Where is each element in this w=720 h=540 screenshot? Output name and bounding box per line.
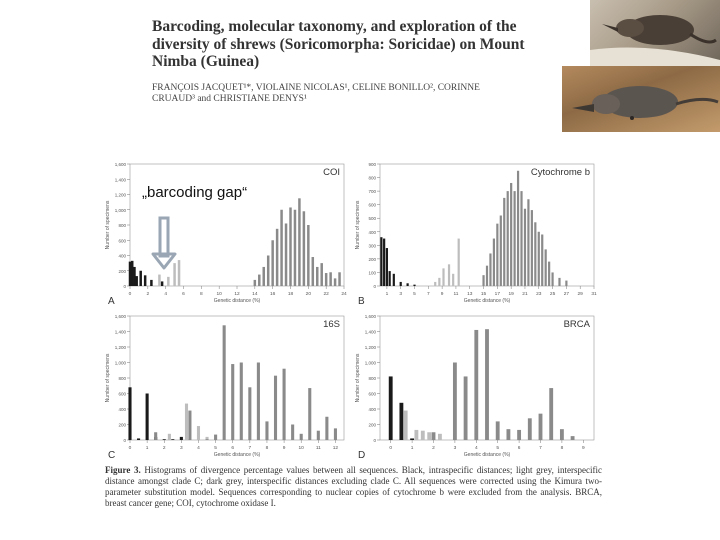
panel-letter: A <box>108 296 115 307</box>
bar-inter <box>312 257 314 286</box>
bar-intra <box>163 439 166 440</box>
bar-clade_c <box>404 411 408 440</box>
y-tick-label: 400 <box>368 407 376 412</box>
y-tick-label: 300 <box>368 243 376 249</box>
bar-inter <box>493 239 495 286</box>
bar-inter <box>507 191 509 286</box>
x-tick-label: 8 <box>265 446 269 451</box>
bar-inter <box>298 198 300 286</box>
bar-intra <box>161 281 163 286</box>
x-tick-label: 20 <box>305 292 312 297</box>
bar-inter <box>432 432 436 440</box>
figure-caption-lead: Figure 3. <box>105 465 141 475</box>
bar-inter <box>267 256 269 287</box>
x-axis-label: Genetic distance (%) <box>213 452 261 458</box>
x-tick-label: 11 <box>315 446 321 451</box>
y-tick-label: 1,400 <box>364 329 376 335</box>
bar-inter <box>289 207 291 286</box>
x-tick-label: 1 <box>410 446 414 451</box>
x-axis-label: Genetic distance (%) <box>463 298 511 304</box>
bar-inter <box>510 183 512 286</box>
x-tick-label: 17 <box>494 292 501 297</box>
chart-title: COI <box>323 167 340 178</box>
bar-inter <box>223 325 226 440</box>
x-tick-label: 1 <box>145 446 149 451</box>
bar-clade_c <box>438 278 440 286</box>
x-tick-label: 9 <box>581 446 585 451</box>
shrew-photo-top <box>590 0 720 66</box>
chart-panel-a <box>100 160 350 310</box>
y-tick-label: 600 <box>368 202 376 208</box>
chart-title: Cytochrome b <box>530 167 590 178</box>
y-tick-label: 0 <box>123 438 126 443</box>
figure-caption-text: Histograms of divergence percentage values between all sequences. Black, intraspecific distances; light grey, interspecific distance amongst clade C; dark grey, interspecific distances excluding clade C. All sequences were corrected using the Kimura two-parameter substitution model. Sequences corresponding to nuclear copies of cytochrome b were excluded from the analysis. BRCA, breast cancer gene; COI, cytochrome oxidase I. <box>105 465 602 508</box>
bar-inter <box>248 387 251 440</box>
x-tick-label: 10 <box>216 292 222 297</box>
bar-inter <box>205 439 208 440</box>
bar-clade_c <box>442 268 444 286</box>
bar-inter <box>263 267 265 286</box>
bar-inter <box>300 434 303 440</box>
bar-inter <box>280 210 282 286</box>
x-tick-label: 8 <box>199 292 203 297</box>
bar-inter <box>520 191 522 286</box>
bar-inter <box>560 429 564 440</box>
x-tick-label: 9 <box>282 446 286 451</box>
x-tick-label: 22 <box>323 292 329 297</box>
bar-inter <box>274 376 277 440</box>
y-tick-label: 200 <box>118 422 126 428</box>
bar-intra <box>129 262 131 286</box>
x-tick-label: 2 <box>146 292 150 297</box>
panel-letter: C <box>108 450 116 461</box>
barcoding-gap-label: „barcoding gap“ <box>142 184 248 201</box>
bar-inter <box>506 429 510 440</box>
bar-clade_c <box>414 430 418 440</box>
y-tick-label: 800 <box>368 376 376 381</box>
y-tick-label: 1,400 <box>114 329 126 335</box>
y-axis-label: Number of specimens <box>355 200 361 250</box>
x-tick-label: 5 <box>413 292 416 297</box>
bar-inter <box>334 428 337 440</box>
bar-inter <box>551 272 553 286</box>
y-tick-label: 800 <box>118 223 126 228</box>
bar-inter <box>188 411 191 440</box>
bar-inter <box>549 388 553 440</box>
bar-intra <box>380 237 382 286</box>
bar-intra <box>131 261 133 286</box>
y-axis-label: Number of specimens <box>105 200 111 250</box>
y-tick-label: 200 <box>118 268 126 274</box>
bar-clade_c <box>421 431 425 440</box>
bar-inter <box>531 210 533 286</box>
x-tick-label: 4 <box>164 292 168 297</box>
bar-inter <box>265 421 268 440</box>
y-axis-label: Number of specimens <box>105 353 111 403</box>
bar-intra <box>135 276 137 286</box>
y-tick-label: 600 <box>118 238 126 244</box>
chart-title: 16S <box>323 319 340 330</box>
x-tick-label: 3 <box>180 446 183 451</box>
bar-clade_c <box>168 434 171 440</box>
y-tick-label: 1,200 <box>114 345 126 350</box>
bar-inter <box>514 191 516 286</box>
bar-clade_c <box>158 275 160 286</box>
bar-inter <box>534 222 536 286</box>
y-tick-label: 400 <box>118 253 126 259</box>
shrew-drawing-bottom <box>562 66 720 132</box>
y-tick-label: 400 <box>368 229 376 235</box>
y-tick-label: 1,600 <box>114 314 126 319</box>
bar-inter <box>496 421 500 440</box>
bar-inter <box>485 329 489 440</box>
bar-inter <box>271 240 273 286</box>
x-tick-label: 24 <box>341 292 347 297</box>
bar-inter <box>496 224 498 286</box>
x-tick-label: 6 <box>182 292 185 297</box>
chart-panel-c <box>100 312 350 464</box>
x-tick-label: 8 <box>560 446 564 451</box>
bar-intra <box>407 283 409 286</box>
y-tick-label: 1,200 <box>114 192 126 198</box>
x-tick-label: 4 <box>474 446 478 451</box>
bar-intra <box>139 271 141 286</box>
x-tick-label: 0 <box>128 292 132 297</box>
bar-inter <box>500 216 502 286</box>
x-tick-label: 2 <box>162 446 166 451</box>
bar-inter <box>538 232 540 286</box>
bar-inter <box>517 171 519 286</box>
x-tick-label: 4 <box>197 446 200 451</box>
bar-inter <box>464 376 468 440</box>
bar-intra <box>413 285 415 286</box>
x-tick-label: 5 <box>214 446 217 451</box>
bar-inter <box>548 262 550 286</box>
bar-inter <box>545 249 547 286</box>
y-tick-label: 1,200 <box>364 345 376 350</box>
bar-intra <box>150 280 152 286</box>
bar-inter <box>539 414 543 440</box>
bar-inter <box>524 209 526 286</box>
chart-panel-d <box>350 312 600 464</box>
bar-inter <box>325 273 327 286</box>
y-tick-label: 0 <box>373 438 376 443</box>
x-tick-label: 9 <box>440 292 444 297</box>
x-tick-label: 7 <box>539 446 542 451</box>
x-tick-label: 12 <box>332 446 339 451</box>
bar-inter <box>558 278 560 286</box>
y-tick-label: 500 <box>368 216 376 222</box>
bar-intra <box>389 376 393 440</box>
x-tick-label: 13 <box>467 292 473 297</box>
bar-inter <box>329 272 331 286</box>
bar-inter <box>317 431 320 440</box>
bar-inter <box>528 418 532 440</box>
x-tick-label: 10 <box>298 446 304 451</box>
bar-inter <box>240 363 243 441</box>
bar-inter <box>489 253 491 286</box>
shrew-photo-bottom <box>562 66 720 132</box>
chart-title: BRCA <box>563 319 590 330</box>
bar-inter <box>294 210 296 286</box>
bar-clade_c <box>185 404 188 440</box>
bar-inter <box>474 330 478 440</box>
bar-intra <box>393 274 395 286</box>
bar-inter <box>571 436 575 440</box>
bar-inter <box>338 272 340 286</box>
panel-letter: D <box>358 450 366 461</box>
x-tick-label: 1 <box>385 292 389 297</box>
x-tick-label: 14 <box>252 292 258 297</box>
bar-intra <box>180 437 183 440</box>
bar-inter <box>316 267 318 286</box>
bar-inter <box>320 263 322 286</box>
bar-clade_c <box>438 434 442 440</box>
y-tick-label: 200 <box>368 422 376 428</box>
bar-intra <box>389 271 391 286</box>
bar-inter <box>291 425 294 441</box>
bar-inter <box>303 211 305 286</box>
x-tick-label: 7 <box>426 292 430 297</box>
bar-intra <box>410 438 414 440</box>
x-tick-label: 25 <box>549 292 556 297</box>
y-tick-label: 1,600 <box>114 162 126 167</box>
x-tick-label: 3 <box>399 292 403 297</box>
bar-inter <box>541 234 543 286</box>
bar-clade_c <box>434 282 436 286</box>
x-tick-label: 2 <box>432 446 435 451</box>
bar-inter <box>283 369 286 440</box>
bar-intra <box>137 438 140 440</box>
x-tick-label: 15 <box>480 292 487 297</box>
bar-intra <box>386 248 388 286</box>
bar-inter <box>334 278 336 286</box>
bar-inter <box>503 198 505 286</box>
x-tick-label: 3 <box>453 446 457 451</box>
bar-clade_c <box>427 432 431 440</box>
y-tick-label: 600 <box>368 391 376 397</box>
x-tick-label: 19 <box>508 292 514 297</box>
y-tick-label: 600 <box>118 391 126 397</box>
y-tick-label: 0 <box>123 284 126 289</box>
y-tick-label: 400 <box>118 407 126 412</box>
x-tick-label: 27 <box>563 292 570 297</box>
paper-authors: FRANÇOIS JACQUET¹*, VIOLAINE NICOLAS¹, CELINE BONILLO², CORINNE CRUAUD³ and CHRISTIANE DENYS¹ <box>152 83 480 104</box>
bar-inter <box>254 280 256 286</box>
bar-clade_c <box>448 264 450 286</box>
bar-inter <box>453 363 457 441</box>
panel-letter: B <box>358 296 365 307</box>
y-tick-label: 1,000 <box>114 207 126 213</box>
barcoding-gap-arrow-icon <box>150 214 180 272</box>
x-tick-label: 21 <box>522 292 528 297</box>
x-axis-label: Genetic distance (%) <box>213 298 261 304</box>
y-tick-label: 1,000 <box>364 360 376 366</box>
y-tick-label: 800 <box>368 175 376 181</box>
bar-inter <box>285 223 287 286</box>
bar-intra <box>144 275 146 286</box>
x-tick-label: 23 <box>536 292 542 297</box>
bar-inter <box>325 417 328 440</box>
x-tick-label: 5 <box>496 446 500 451</box>
bar-inter <box>565 281 567 286</box>
bar-intra <box>399 403 403 440</box>
bar-inter <box>527 199 529 286</box>
y-tick-label: 100 <box>368 270 376 276</box>
x-tick-label: 6 <box>231 446 235 451</box>
bar-intra <box>128 387 131 440</box>
y-tick-label: 800 <box>118 376 126 381</box>
x-axis-label: Genetic distance (%) <box>463 452 511 458</box>
bar-inter <box>276 229 278 286</box>
bar-intra <box>171 439 174 440</box>
y-tick-label: 0 <box>373 284 376 289</box>
y-tick-label: 1,600 <box>364 314 376 319</box>
bar-clade_c <box>167 277 169 286</box>
bar-intra <box>383 239 385 286</box>
bar-inter <box>154 432 157 440</box>
bar-clade_c <box>452 274 454 286</box>
y-axis-label: Number of specimens <box>355 353 361 403</box>
x-tick-label: 16 <box>269 292 276 297</box>
x-tick-label: 12 <box>234 292 240 297</box>
bar-inter <box>517 430 521 440</box>
x-tick-label: 0 <box>389 446 393 451</box>
paper-title: Barcoding, molecular taxonomy, and exploration of the diversity of shrews (Soricomorpha: Soricidae) on Mount Nimba (Guinea) <box>152 18 525 70</box>
bar-inter <box>482 275 484 286</box>
shrew-drawing-top <box>590 0 720 66</box>
x-tick-label: 31 <box>591 292 597 297</box>
y-tick-label: 200 <box>368 256 376 262</box>
bar-inter <box>308 388 311 440</box>
y-tick-label: 1,000 <box>114 360 126 366</box>
figure-caption <box>105 465 602 509</box>
bar-inter <box>486 266 488 286</box>
bar-clade_c <box>197 426 200 440</box>
bar-inter <box>258 275 260 286</box>
bar-inter <box>214 435 217 440</box>
x-tick-label: 0 <box>128 446 132 451</box>
x-tick-label: 6 <box>517 446 521 451</box>
bar-intra <box>400 282 402 286</box>
y-tick-label: 1,400 <box>114 177 126 183</box>
bar-inter <box>257 363 260 441</box>
x-tick-label: 29 <box>577 292 583 297</box>
x-tick-label: 7 <box>248 446 252 451</box>
x-tick-label: 11 <box>453 292 459 297</box>
chart-panel-b <box>350 160 600 310</box>
y-tick-label: 700 <box>368 189 376 195</box>
bar-intra <box>146 394 149 441</box>
x-tick-label: 18 <box>287 292 294 297</box>
bar-clade_c <box>458 239 460 286</box>
y-tick-label: 900 <box>368 162 376 167</box>
plot-frame <box>130 316 344 440</box>
bar-inter <box>231 364 234 440</box>
bar-intra <box>133 267 135 286</box>
bar-inter <box>307 225 309 286</box>
